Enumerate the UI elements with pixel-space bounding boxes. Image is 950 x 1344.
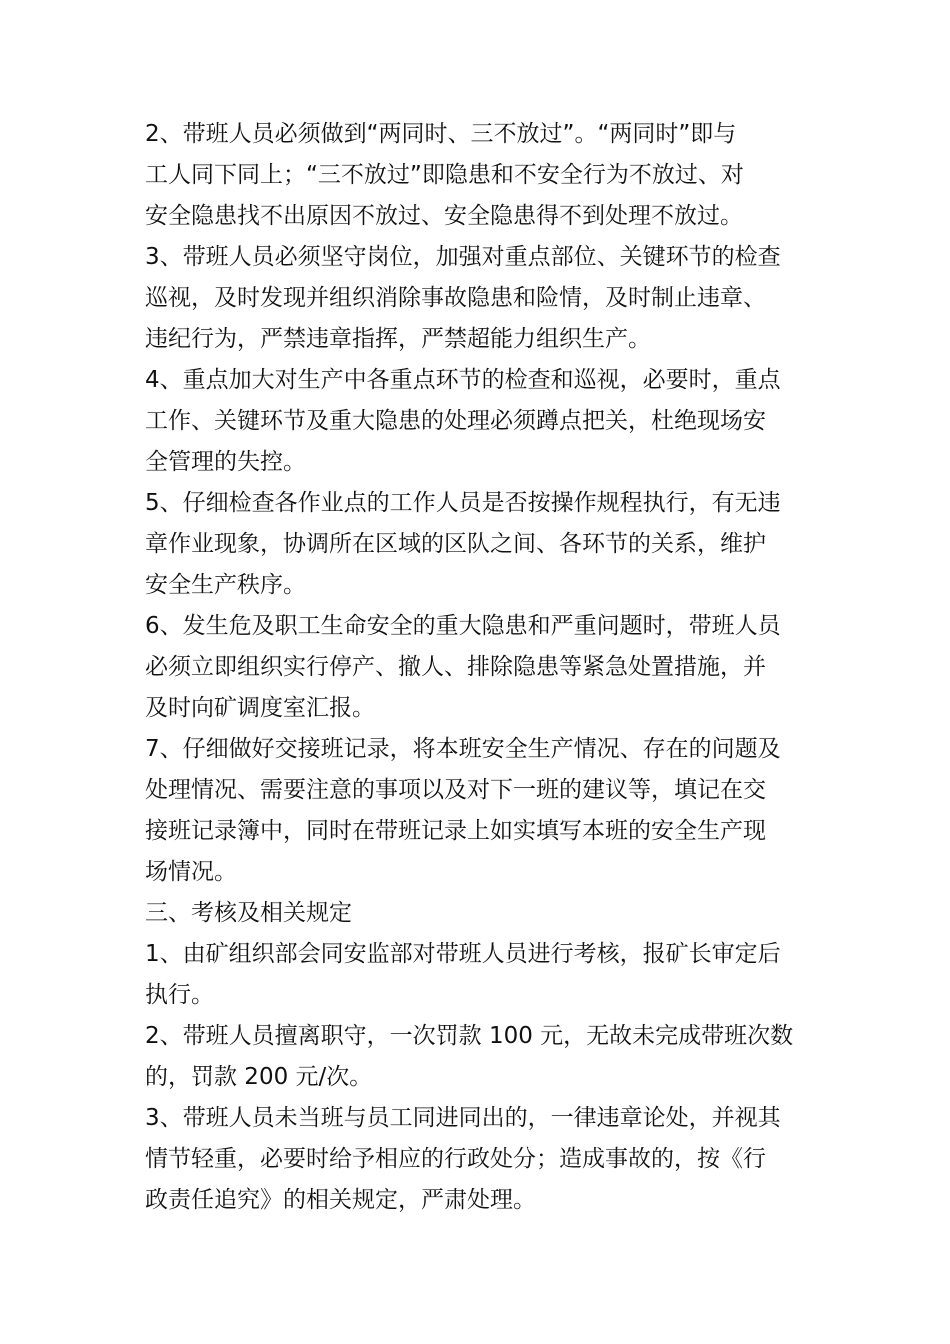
paragraph-item-3 xyxy=(145,237,810,360)
paragraph-item-4 xyxy=(145,360,810,483)
paragraph-line: 工作、关键环节及重大隐患的处理必须蹲点把关，杜绝现场安 xyxy=(145,408,766,434)
paragraph-line: 3、带班人员必须坚守岗位，加强对重点部位、关键环节的检查 xyxy=(145,244,781,270)
paragraph-line: 必须立即组织实行停产、撤人、排除隐患等紧急处置措施，并 xyxy=(145,654,766,680)
paragraph-line: 安全隐患找不出原因不放过、安全隐患得不到处理不放过。 xyxy=(145,203,743,229)
paragraph-line: 安全生产秩序。 xyxy=(145,572,306,598)
paragraph-line: 违纪行为，严禁违章指挥，严禁超能力组织生产。 xyxy=(145,326,651,352)
paragraph-line: 7、仔细做好交接班记录，将本班安全生产情况、存在的问题及 xyxy=(145,736,781,762)
paragraph-line: 2、带班人员必须做到“两同时、三不放过”。“两同时”即与 xyxy=(145,121,737,147)
paragraph-line: 场情况。 xyxy=(145,859,237,885)
paragraph-line: 2、带班人员擅离职守，一次罚款 100 元，无故未完成带班次数 xyxy=(145,1023,794,1049)
paragraph-item-5 xyxy=(145,483,810,606)
section-heading xyxy=(145,893,810,934)
document-body xyxy=(145,114,810,1221)
paragraph-line: 6、发生危及职工生命安全的重大隐患和严重问题时，带班人员 xyxy=(145,613,781,639)
paragraph-item-2 xyxy=(145,114,810,237)
paragraph-line: 政责任追究》的相关规定，严肃处理。 xyxy=(145,1187,536,1213)
rule-item-3 xyxy=(145,1098,810,1221)
paragraph-line: 处理情况、需要注意的事项以及对下一班的建议等，填记在交 xyxy=(145,777,766,803)
paragraph-line: 1、由矿组织部会同安监部对带班人员进行考核，报矿长审定后 xyxy=(145,941,781,967)
paragraph-line: 的，罚款 200 元/次。 xyxy=(145,1064,373,1090)
paragraph-item-6 xyxy=(145,606,810,729)
paragraph-line: 工人同下同上；“三不放过”即隐患和不安全行为不放过、对 xyxy=(145,162,744,188)
paragraph-line: 执行。 xyxy=(145,982,214,1008)
paragraph-line: 3、带班人员未当班与员工同进同出的，一律违章论处，并视其 xyxy=(145,1105,781,1131)
section-heading-text: 三、考核及相关规定 xyxy=(145,900,352,926)
paragraph-item-7 xyxy=(145,729,810,893)
paragraph-line: 全管理的失控。 xyxy=(145,449,306,475)
paragraph-line: 章作业现象，协调所在区域的区队之间、各环节的关系，维护 xyxy=(145,531,766,557)
rule-item-1 xyxy=(145,934,810,1016)
paragraph-line: 4、重点加大对生产中各重点环节的检查和巡视，必要时，重点 xyxy=(145,367,781,393)
paragraph-line: 及时向矿调度室汇报。 xyxy=(145,695,375,721)
paragraph-line: 情节轻重，必要时给予相应的行政处分；造成事故的，按《行 xyxy=(145,1146,766,1172)
paragraph-line: 巡视，及时发现并组织消除事故隐患和险情，及时制止违章、 xyxy=(145,285,766,311)
paragraph-line: 5、仔细检查各作业点的工作人员是否按操作规程执行，有无违 xyxy=(145,490,781,516)
rule-item-2 xyxy=(145,1016,810,1098)
paragraph-line: 接班记录簿中，同时在带班记录上如实填写本班的安全生产现 xyxy=(145,818,766,844)
